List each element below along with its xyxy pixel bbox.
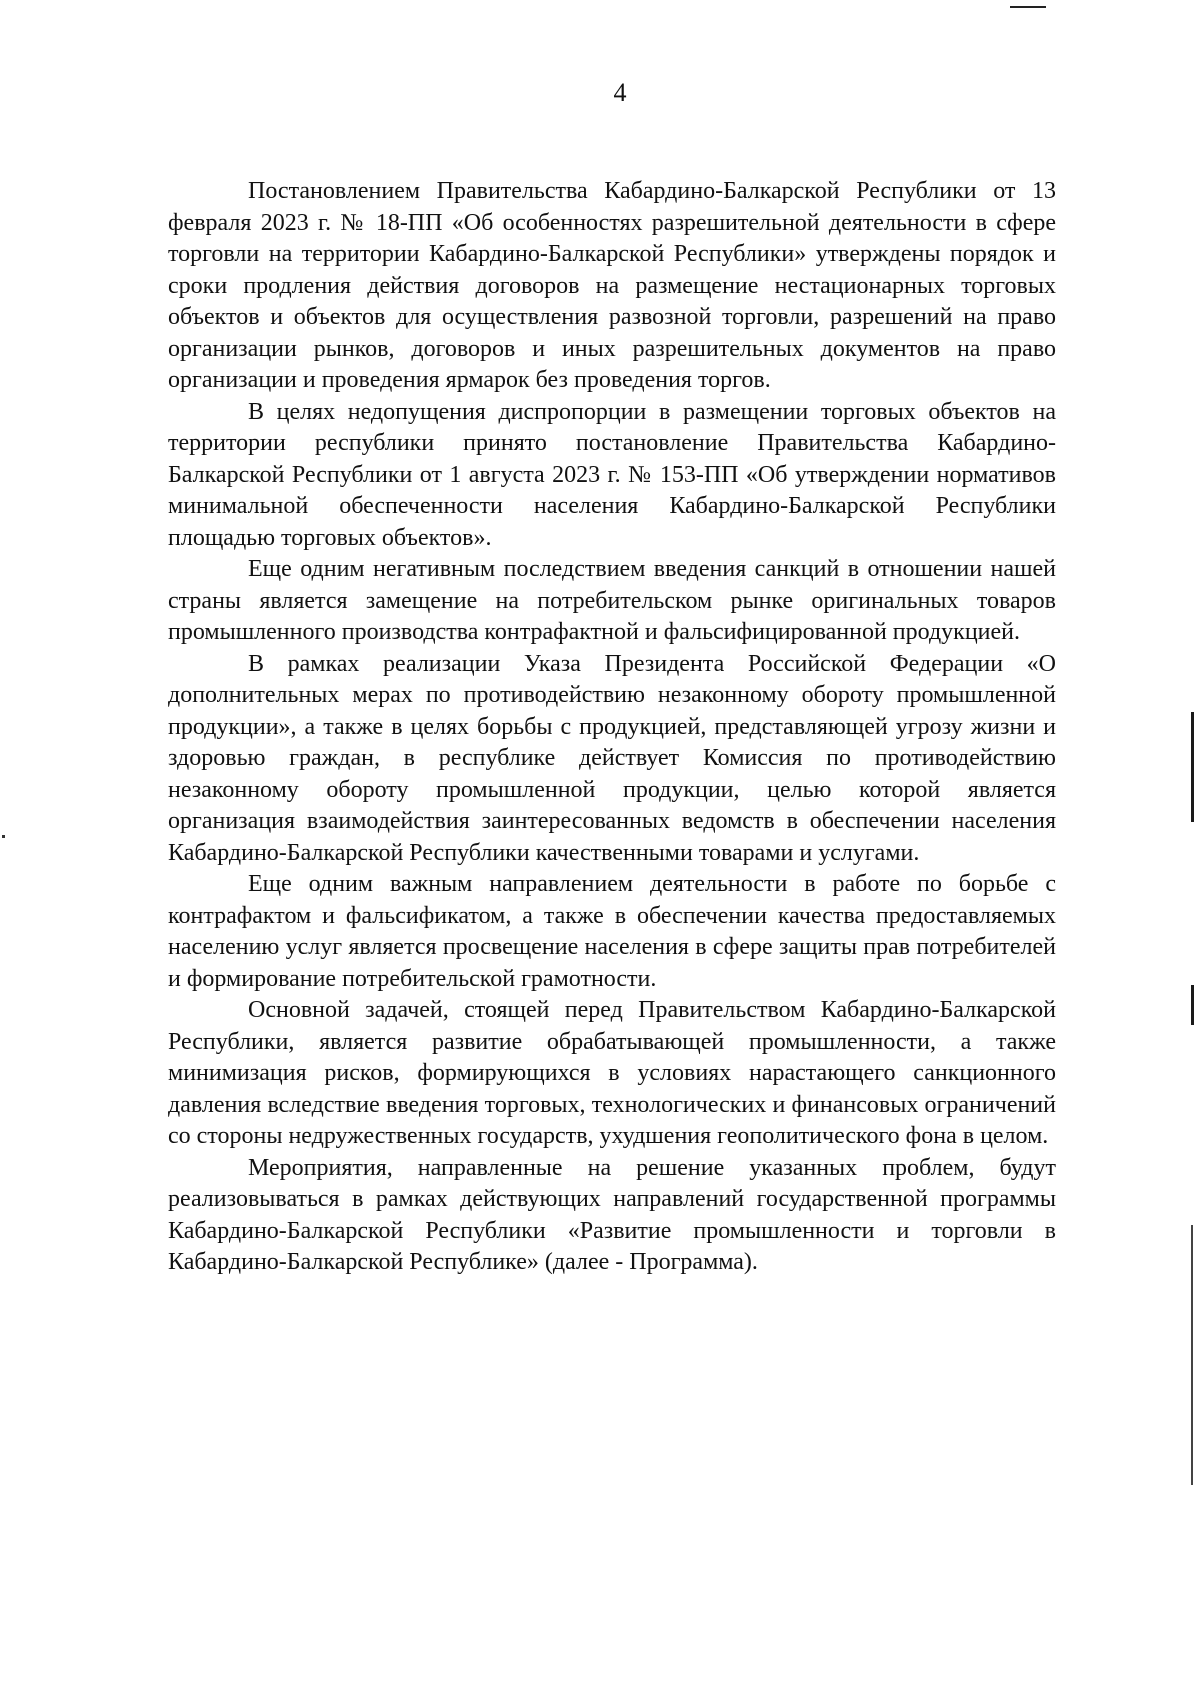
paragraph: Постановлением Правительства Кабардино-Балкарской Республики от 13 февраля 2023 г. № 18-ПП «Об особенностях разрешительной деятельности в сфере торговли на территории Кабардино-Балкарской Республики» утверждены порядок и сроки продления действия договоров на размещение нестационарных торговых объектов и объектов для осуществления развозной торговли, разрешений на право организации рынков, договоров и иных разрешительных документов на право организации и проведения ярмарок без проведения торгов. bbox=[168, 178, 1056, 393]
paragraph: Мероприятия, направленные на решение указанных проблем, будут реализовываться в рамках действующих направлений государственной программы Кабардино-Балкарской Республики «Развитие промышленности и торговли в Кабардино-Балкарской Республике» (далее - Программа). bbox=[168, 1154, 1056, 1275]
paragraph: Еще одним важным направлением деятельности в работе по борьбе с контрафактом и фальсификатом, а также в обеспечении качества предоставляемых населению услуг является просвещение населения в сфере защиты прав потребителей и формирование потребительской грамотности. bbox=[168, 871, 1056, 992]
page-number: 4 bbox=[613, 78, 627, 107]
scan-edge-mark bbox=[1191, 985, 1194, 1025]
paragraph: Основной задачей, стоящей перед Правительством Кабардино-Балкарской Республики, является развитие обрабатывающей промышленности, а также минимизация рисков, формирующихся в условиях нарастающего санкционного давления вследствие введения торговых, технологических и финансовых ограничений со стороны недружественных государств, ухудшения геополитического фона в целом. bbox=[168, 997, 1056, 1149]
document-body bbox=[168, 176, 1056, 1279]
scan-edge-mark bbox=[1191, 1225, 1193, 1485]
paragraph: В целях недопущения диспропорции в размещении торговых объектов на территории республики принято постановление Правительства Кабардино-Балкарской Республики от 1 августа 2023 г. № 153-ПП «Об утверждении нормативов минимальной обеспеченности населения Кабардино-Балкарской Республики площадью торговых объектов». bbox=[168, 398, 1056, 551]
paragraph: Еще одним негативным последствием введения санкций в отношении нашей страны является замещение на потребительском рынке оригинальных товаров промышленного производства контрафактной и фальсифицированной продукцией. bbox=[168, 556, 1056, 645]
paragraph: В рамках реализации Указа Президента Российской Федерации «О дополнительных мерах по противодействию незаконному обороту промышленной продукции», а также в целях борьбы с продукцией, представляющей угрозу жизни и здоровью граждан, в республике действует Комиссия по противодействию незаконному обороту промышленной продукции, целью которой является организация взаимодействия заинтересованных ведомств в обеспечении населения Кабардино-Балкарской Республики качественными товарами и услугами. bbox=[168, 650, 1056, 866]
scan-top-mark bbox=[1010, 6, 1046, 8]
scan-edge-mark bbox=[1191, 712, 1194, 822]
scan-dot-mark bbox=[2, 835, 5, 838]
